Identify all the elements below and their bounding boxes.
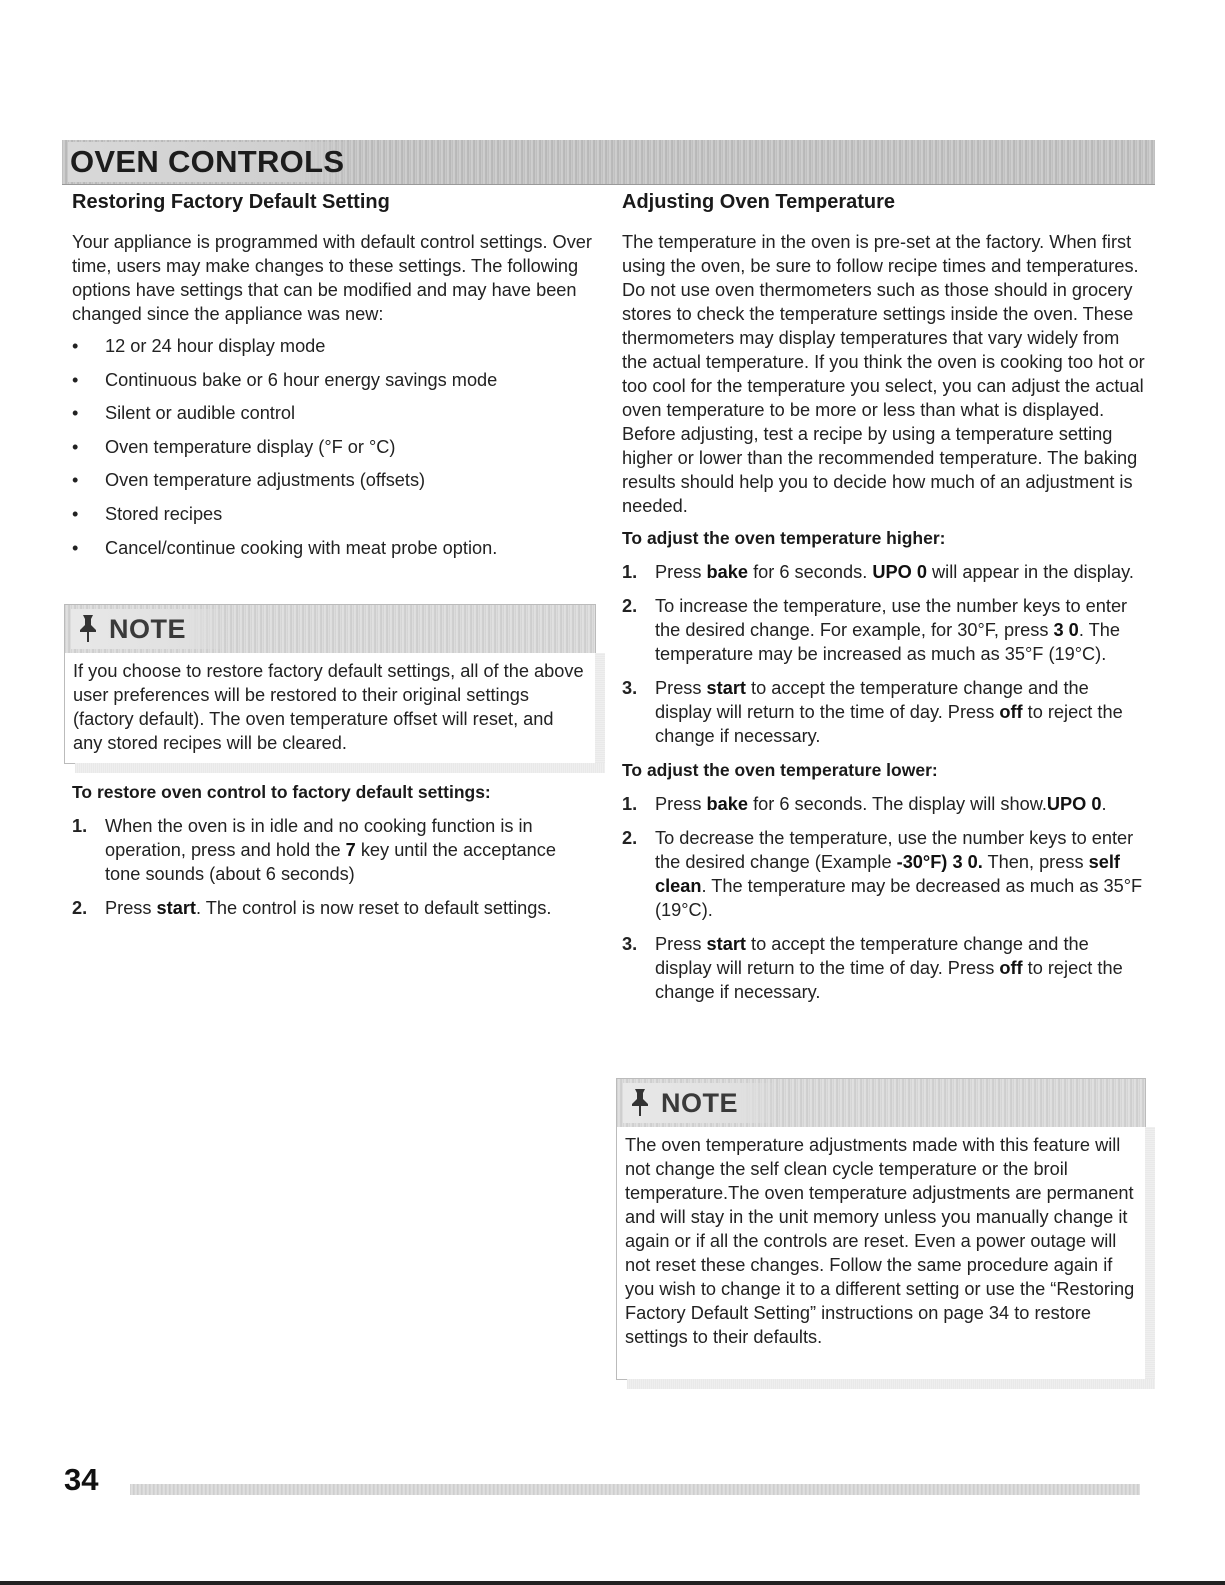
- page-number: 34: [64, 1462, 99, 1497]
- note-label: NOTE: [71, 609, 226, 649]
- note-text: The oven temperature adjustments made with this feature will not change the self clean cycle temperature or the broil temperature.The oven temperature adjustments are permanent and will stay in the unit memory unless you manually change it again or if all the controls are reset. Even a power outage will not reset these changes. Follow the same procedure again if you wish to change it to a different setting or use the “Restoring Factory Default Setting” instructions on page 34 to restore settings to their defaults.: [625, 1135, 1135, 1347]
- list-item: • Oven temperature adjustments (offsets): [72, 470, 426, 491]
- left-column: [72, 188, 592, 569]
- restore-steps: [72, 814, 592, 920]
- higher-steps: [622, 560, 1147, 748]
- procedure-heading: To restore oven control to factory default settings:: [72, 782, 491, 802]
- bullet-icon: •: [72, 369, 79, 390]
- list-item: • Silent or audible control: [72, 403, 296, 424]
- note-header: [617, 1079, 1145, 1127]
- list-item: • Oven temperature display (°F or °C): [72, 436, 396, 457]
- list-item: • Continuous bake or 6 hour energy savings mode: [72, 369, 498, 390]
- lower-steps: [622, 792, 1147, 1004]
- section-title: OVEN CONTROLS: [68, 142, 356, 182]
- right-column: [622, 188, 1147, 1014]
- note-box-right: [616, 1078, 1146, 1380]
- list-item: • Stored recipes: [72, 503, 223, 524]
- higher-heading: To adjust the oven temperature higher:: [622, 528, 946, 548]
- pushpin-icon: [77, 613, 99, 643]
- note-label: NOTE: [623, 1083, 778, 1123]
- bullet-icon: •: [72, 537, 79, 558]
- pushpin-icon: [629, 1087, 651, 1117]
- left-procedure: [72, 780, 592, 930]
- section-header-bar: [62, 140, 1155, 185]
- list-item: 1. Press bake for 6 seconds. UPO 0 will appear in the display.: [622, 562, 1134, 582]
- list-item: 3. Press start to accept the temperature change and the display will return to the time of day. Press off to reject the change if necessary.: [622, 678, 1123, 746]
- bullet-icon: •: [72, 470, 79, 491]
- bullet-icon: •: [72, 436, 79, 457]
- list-item: 3. Press start to accept the temperature change and the display will return to the time of day. Press off to reject the change if necessary.: [622, 934, 1123, 1002]
- footer-bar: [130, 1484, 1140, 1495]
- lower-heading: To adjust the oven temperature lower:: [622, 760, 938, 780]
- right-intro: The temperature in the oven is pre-set at the factory. When first using the oven, be sure to follow recipe times and temperatures. Do not use oven thermometers such as those should in grocery stores to check the temperature settings inside the oven. These thermometers may display temperatures that vary widely from the actual temperature. If you think the oven is cooking too hot or too cool for the temperature you select, you can adjust the actual oven temperature to be more or less than what is displayed. Before adjusting, test a recipe by using a temperature setting higher or lower than the recommended temperature. The baking results should help you to decide how much of an adjustment is needed.: [622, 232, 1145, 516]
- bullet-icon: •: [72, 336, 79, 356]
- page-bottom-rule: [0, 1581, 1225, 1585]
- list-item: • 12 or 24 hour display mode: [72, 336, 326, 356]
- note-text: If you choose to restore factory default settings, all of the above user preferences will be restored to their original settings (factory default). The oven temperature offset will reset, and any stored recipes will be cleared.: [73, 661, 584, 753]
- list-item: 2. Press start. The control is now reset to default settings.: [72, 898, 552, 918]
- list-item: 1. Press bake for 6 seconds. The display will show.UPO 0.: [622, 794, 1107, 814]
- list-item: • Cancel/continue cooking with meat probe option.: [72, 537, 498, 558]
- left-heading: Restoring Factory Default Setting: [72, 191, 390, 213]
- bullet-icon: •: [72, 503, 79, 524]
- list-item: 1. When the oven is in idle and no cooking function is in operation, press and hold the 7 key until the acceptance tone sounds (about 6 seconds): [72, 816, 556, 884]
- note-box-left: [64, 604, 596, 764]
- list-item: 2. To decrease the temperature, use the number keys to enter the desired change (Example -30°F) 3 0. Then, press self clean. The temperature may be decreased as much as 35°F (19°C).: [622, 828, 1143, 920]
- left-intro: Your appliance is programmed with default control settings. Over time, users may make changes to these settings. The following options have settings that can be modified and may have been changed since the appliance was new:: [72, 232, 592, 324]
- list-item: 2. To increase the temperature, use the number keys to enter the desired change. For example, for 30°F, press 3 0. The temperature may be increased as much as 35°F (19°C).: [622, 596, 1128, 664]
- note-header: [65, 605, 595, 653]
- settings-list: [72, 334, 592, 560]
- bullet-icon: •: [72, 403, 79, 424]
- right-heading: Adjusting Oven Temperature: [622, 191, 896, 213]
